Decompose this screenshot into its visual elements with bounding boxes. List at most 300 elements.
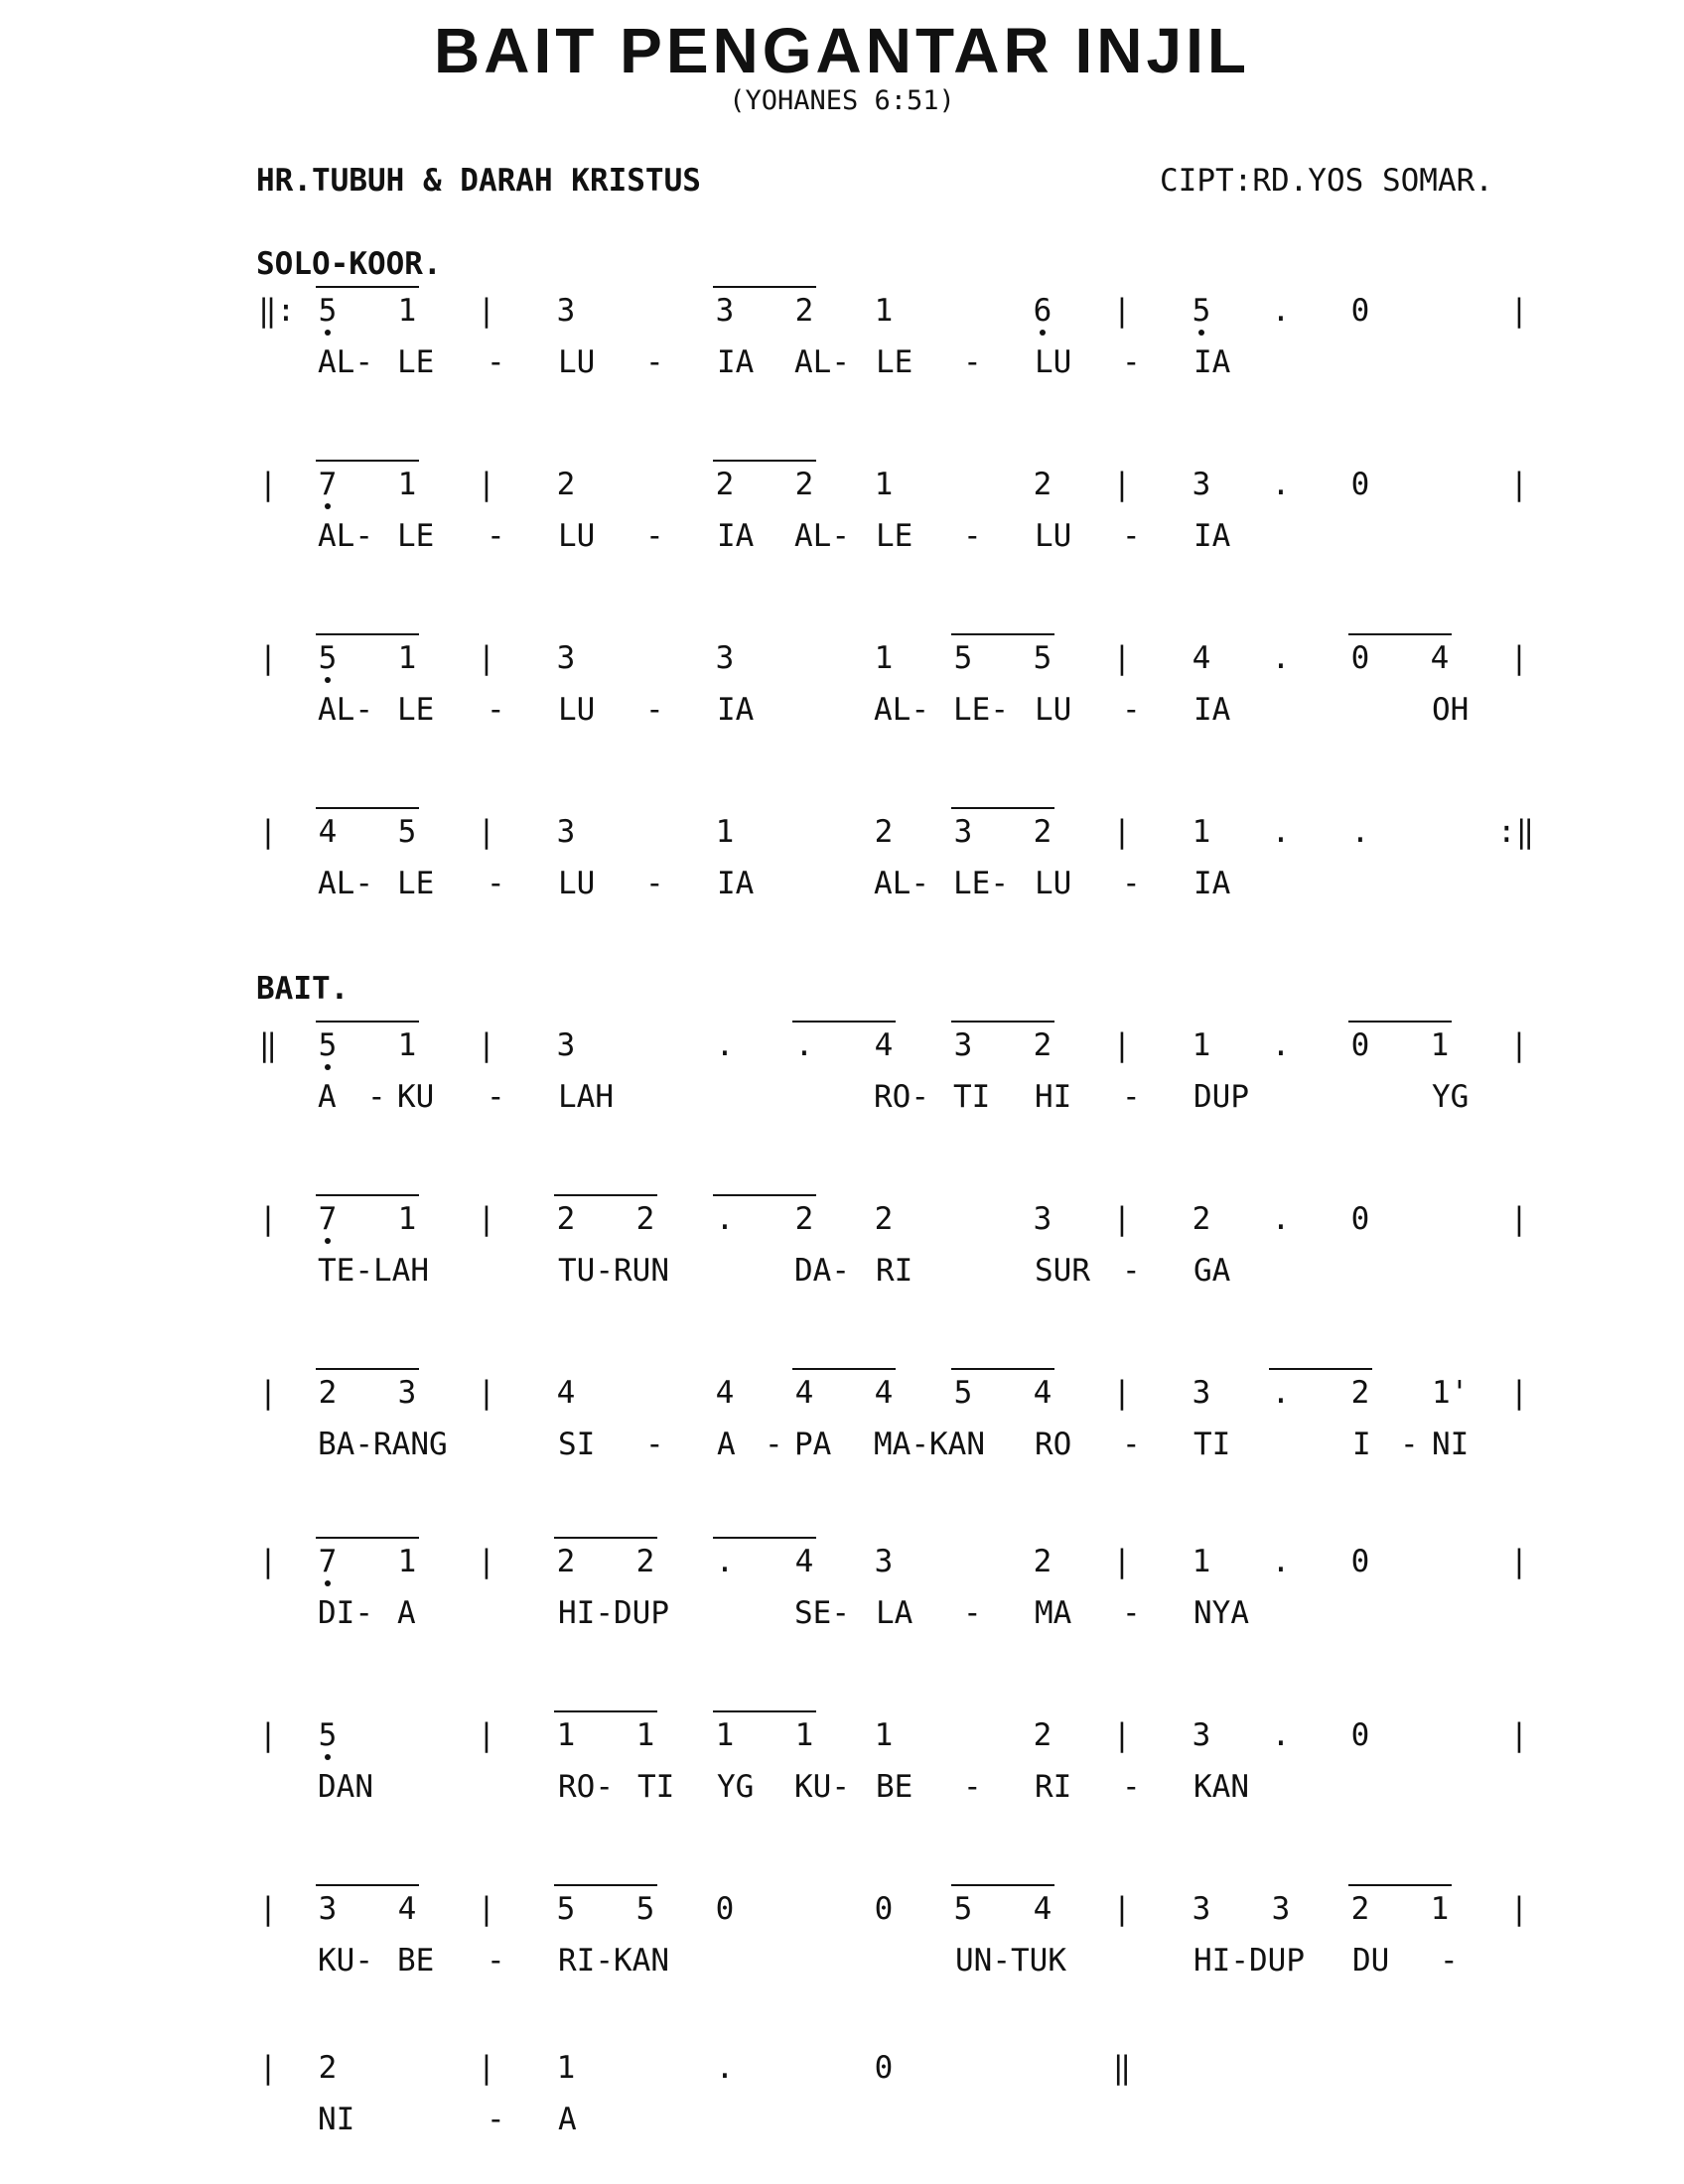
lyric-syllable: LU (1035, 692, 1072, 728)
lyric-syllable: LU (1035, 518, 1072, 554)
lyric-syllable: BE (876, 1769, 913, 1805)
lyric-syllable: DA- (794, 1253, 850, 1289)
beam-line (316, 633, 419, 635)
lyric-syllable: TU-RUN (558, 1253, 669, 1289)
note: 5 (635, 1891, 655, 1927)
barline: | (477, 467, 496, 502)
note: 1 (1430, 1891, 1450, 1927)
note: 4 (397, 1891, 417, 1927)
lyric-syllable: - (645, 866, 664, 901)
lower-octave-dot (325, 503, 331, 509)
lyric-syllable: - (963, 518, 982, 554)
lyric-syllable: A (558, 2102, 577, 2137)
note: 3 (1033, 1201, 1052, 1237)
note: 2 (794, 467, 814, 502)
note: 1 (874, 640, 894, 676)
lyric-syllable: KU (397, 1079, 435, 1115)
lower-octave-dot (325, 1064, 331, 1070)
lyric-syllable: LE (876, 344, 913, 380)
lyric-syllable: RO- (874, 1079, 929, 1115)
lyric-syllable: - (1122, 1079, 1141, 1115)
lyric-syllable: UN-TUK (955, 1943, 1066, 1979)
barline: | (1509, 1375, 1529, 1411)
barline: | (1112, 1201, 1132, 1237)
barline: | (1112, 293, 1132, 329)
barline: | (258, 1201, 278, 1237)
lyric-syllable: LE- (953, 866, 1009, 901)
note: 1 (715, 814, 735, 850)
barline: :‖ (1497, 814, 1535, 850)
note: 5 (953, 1891, 973, 1927)
note: 3 (1192, 467, 1211, 502)
note: . (794, 1027, 814, 1063)
note: 5 (556, 1891, 576, 1927)
lyric-syllable: - (487, 1079, 505, 1115)
lyric-syllable: IA (1193, 518, 1231, 554)
lyric-syllable: LAH (558, 1079, 614, 1115)
lyric-syllable: - (645, 692, 664, 728)
note: 3 (1192, 1891, 1211, 1927)
note: 1 (874, 467, 894, 502)
lyric-syllable: LU (558, 518, 596, 554)
barline: | (1112, 1891, 1132, 1927)
note: 7 (318, 467, 338, 502)
page-title: BAIT PENGANTAR INJIL (434, 15, 1250, 86)
note: 1 (397, 640, 417, 676)
note: 2 (1033, 1717, 1052, 1753)
note: . (1271, 1201, 1291, 1237)
beam-line (1269, 1368, 1372, 1370)
barline: | (258, 1375, 278, 1411)
barline: | (1112, 1717, 1132, 1753)
barline: | (1509, 467, 1529, 502)
note: 1 (397, 467, 417, 502)
note: 0 (1350, 1027, 1370, 1063)
note: 5 (318, 1717, 338, 1753)
note: 1 (556, 2050, 576, 2086)
lyric-syllable: GA (1193, 1253, 1231, 1289)
lyric-syllable: LU (1035, 866, 1072, 901)
lyric-syllable: AL- (874, 692, 929, 728)
beam-line (554, 1537, 657, 1539)
note: . (715, 1027, 735, 1063)
lyric-syllable: NI (318, 2102, 355, 2137)
barline: | (477, 1717, 496, 1753)
lyric-syllable: SUR (1035, 1253, 1090, 1289)
lyric-syllable: RI (1035, 1769, 1072, 1805)
note: 2 (318, 1375, 338, 1411)
lyric-syllable: - (963, 344, 982, 380)
lyric-syllable: - (1122, 1769, 1141, 1805)
note: 3 (1192, 1375, 1211, 1411)
note: 1 (1430, 1027, 1450, 1063)
note: 0 (1350, 467, 1370, 502)
note: 2 (318, 2050, 338, 2086)
barline: | (477, 2050, 496, 2086)
beam-line (951, 1368, 1054, 1370)
beam-line (1348, 633, 1452, 635)
note: 4 (794, 1375, 814, 1411)
note: 2 (1033, 814, 1052, 850)
beam-line (316, 1021, 419, 1023)
lyric-syllable: IA (717, 518, 755, 554)
lyric-syllable: - (487, 692, 505, 728)
beam-line (951, 633, 1054, 635)
lyric-syllable: - (1122, 1253, 1141, 1289)
lyric-syllable: HI (1035, 1079, 1072, 1115)
lyric-syllable: IA (717, 692, 755, 728)
lyric-syllable: YG (717, 1769, 755, 1805)
note: 2 (556, 1201, 576, 1237)
note: 2 (1350, 1891, 1370, 1927)
lyric-syllable: NI (1432, 1427, 1470, 1462)
note: 1 (874, 293, 894, 329)
note: 5 (953, 640, 973, 676)
barline: | (1112, 640, 1132, 676)
note: . (1271, 467, 1291, 502)
barline: | (1509, 1201, 1529, 1237)
note: 3 (1192, 1717, 1211, 1753)
beam-line (316, 807, 419, 809)
barline: | (1509, 293, 1529, 329)
note: 2 (1350, 1375, 1370, 1411)
note: 3 (318, 1891, 338, 1927)
note: 3 (953, 1027, 973, 1063)
lyric-syllable: IA (717, 344, 755, 380)
barline: ‖ (1112, 2050, 1132, 2086)
barline: | (258, 1544, 278, 1579)
occasion-label: HR.TUBUH & DARAH KRISTUS (256, 163, 701, 199)
note: 1 (397, 1544, 417, 1579)
note: 1 (874, 1717, 894, 1753)
note: 4 (1033, 1891, 1052, 1927)
note: 2 (794, 293, 814, 329)
barline: | (258, 640, 278, 676)
lyric-syllable: AL- (318, 692, 373, 728)
lyric-syllable: HI-DUP (1193, 1943, 1305, 1979)
lyric-syllable: LE (876, 518, 913, 554)
beam-line (316, 1368, 419, 1370)
lyric-syllable: KAN (1193, 1769, 1249, 1805)
lyric-syllable: LE (397, 344, 435, 380)
note: . (1271, 1375, 1291, 1411)
lyric-syllable: - (1440, 1943, 1459, 1979)
lyric-syllable: LE (397, 518, 435, 554)
note: 3 (715, 293, 735, 329)
lyric-syllable: - (1122, 866, 1141, 901)
lyric-syllable: BE (397, 1943, 435, 1979)
note: 1' (1432, 1375, 1470, 1411)
note: 2 (1033, 1027, 1052, 1063)
lower-octave-dot (325, 330, 331, 336)
lyric-syllable: - (963, 1769, 982, 1805)
lyric-syllable: - (487, 2102, 505, 2137)
lyric-syllable: I (1352, 1427, 1371, 1462)
note: . (1271, 814, 1291, 850)
barline: | (1112, 1375, 1132, 1411)
beam-line (316, 1537, 419, 1539)
note: 4 (1192, 640, 1211, 676)
lyric-syllable: - (487, 518, 505, 554)
beam-line (792, 1368, 896, 1370)
lyric-syllable: RI (876, 1253, 913, 1289)
note: . (1271, 1544, 1291, 1579)
lyric-syllable: RO (1035, 1427, 1072, 1462)
barline: | (477, 640, 496, 676)
beam-line (554, 1884, 657, 1886)
note: 2 (556, 467, 576, 502)
beam-line (713, 1710, 816, 1712)
barline: | (477, 814, 496, 850)
note: 4 (1430, 640, 1450, 676)
lyric-syllable: MA (1035, 1595, 1072, 1631)
note: 2 (635, 1544, 655, 1579)
note: 1 (715, 1717, 735, 1753)
lyric-syllable: TI (1193, 1427, 1231, 1462)
note: . (1271, 1717, 1291, 1753)
note: 3 (715, 640, 735, 676)
note: 5 (318, 293, 338, 329)
barline: | (1509, 1717, 1529, 1753)
note: 1 (397, 1201, 417, 1237)
barline: | (477, 1375, 496, 1411)
lyric-syllable: LE- (953, 692, 1009, 728)
section-refrain-label: SOLO-KOOR. (256, 246, 442, 282)
barline: | (1112, 1544, 1132, 1579)
lyric-syllable: - (487, 1943, 505, 1979)
note: . (1271, 640, 1291, 676)
note: 0 (1350, 1717, 1370, 1753)
lyric-syllable: DI- (318, 1595, 373, 1631)
note: 0 (1350, 1201, 1370, 1237)
lyric-syllable: RI-KAN (558, 1943, 669, 1979)
lyric-syllable: RO- (558, 1769, 614, 1805)
beam-line (1348, 1021, 1452, 1023)
lyric-syllable: LE (397, 866, 435, 901)
lyric-syllable: OH (1432, 692, 1470, 728)
lyric-syllable: AL- (874, 866, 929, 901)
lyric-syllable: - (1122, 1595, 1141, 1631)
note: . (1271, 293, 1291, 329)
note: 1 (556, 1717, 576, 1753)
beam-line (713, 1537, 816, 1539)
lyric-syllable: IA (1193, 692, 1231, 728)
note: 1 (1192, 1027, 1211, 1063)
lyric-syllable: AL- (794, 518, 850, 554)
barline: | (1112, 467, 1132, 502)
note: 2 (794, 1201, 814, 1237)
lower-octave-dot (325, 1238, 331, 1244)
note: 1 (794, 1717, 814, 1753)
beam-line (792, 1021, 896, 1023)
lower-octave-dot (325, 1580, 331, 1586)
note: 4 (1033, 1375, 1052, 1411)
note: 1 (1192, 1544, 1211, 1579)
barline: | (1509, 640, 1529, 676)
lyric-syllable: SI (558, 1427, 596, 1462)
beam-line (316, 1884, 419, 1886)
note: 2 (1192, 1201, 1211, 1237)
lyric-syllable: - (1122, 1427, 1141, 1462)
barline: | (258, 1717, 278, 1753)
barline: | (477, 1027, 496, 1063)
lyric-syllable: NYA (1193, 1595, 1249, 1631)
note: 3 (556, 293, 576, 329)
lower-octave-dot (1198, 330, 1204, 336)
note: 7 (318, 1544, 338, 1579)
lyric-syllable: - (1122, 344, 1141, 380)
barline: | (258, 2050, 278, 2086)
composer-label: CIPT:RD.YOS SOMAR. (1160, 163, 1493, 199)
barline: | (1509, 1891, 1529, 1927)
lyric-syllable: - (367, 1079, 386, 1115)
lower-octave-dot (1040, 330, 1046, 336)
note: . (1350, 814, 1370, 850)
lyric-syllable: YG (1432, 1079, 1470, 1115)
lyric-syllable: MA-KAN (874, 1427, 985, 1462)
lyric-syllable: A (717, 1427, 736, 1462)
barline: ‖ (258, 1027, 278, 1063)
note: 4 (715, 1375, 735, 1411)
lyric-syllable: - (765, 1427, 783, 1462)
barline: | (1509, 1027, 1529, 1063)
note: . (715, 2050, 735, 2086)
lyric-syllable: - (487, 344, 505, 380)
beam-line (951, 1021, 1054, 1023)
note: 2 (874, 814, 894, 850)
beam-line (316, 460, 419, 462)
note: 3 (556, 1027, 576, 1063)
beam-line (316, 286, 419, 288)
note: 2 (556, 1544, 576, 1579)
beam-line (713, 460, 816, 462)
beam-line (554, 1194, 657, 1196)
note: 4 (874, 1027, 894, 1063)
note: . (1271, 1027, 1291, 1063)
beam-line (951, 1884, 1054, 1886)
note: 3 (1271, 1891, 1291, 1927)
barline: | (477, 1544, 496, 1579)
note: 3 (874, 1544, 894, 1579)
lyric-syllable: DAN (318, 1769, 373, 1805)
note: 4 (794, 1544, 814, 1579)
barline: | (477, 293, 496, 329)
barline: | (258, 1891, 278, 1927)
lyric-syllable: - (1122, 692, 1141, 728)
beam-line (713, 1194, 816, 1196)
note: 4 (556, 1375, 576, 1411)
lyric-syllable: - (963, 1595, 982, 1631)
note: 3 (953, 814, 973, 850)
lyric-syllable: AL- (318, 344, 373, 380)
lyric-syllable: KU- (794, 1769, 850, 1805)
note: 3 (397, 1375, 417, 1411)
section-verse-label: BAIT. (256, 971, 350, 1007)
note: 2 (1033, 1544, 1052, 1579)
note: 5 (318, 1027, 338, 1063)
note: 5 (318, 640, 338, 676)
barline: | (258, 467, 278, 502)
lyric-syllable: KU- (318, 1943, 373, 1979)
lyric-syllable: LU (1035, 344, 1072, 380)
note: 0 (874, 1891, 894, 1927)
lower-octave-dot (325, 677, 331, 683)
note: 0 (1350, 293, 1370, 329)
scripture-reference: (YOHANES 6:51) (729, 85, 955, 116)
beam-line (554, 1710, 657, 1712)
lyric-syllable: IA (1193, 866, 1231, 901)
note: 0 (874, 2050, 894, 2086)
note: 3 (556, 640, 576, 676)
lyric-syllable: LU (558, 344, 596, 380)
lyric-syllable: A (397, 1595, 416, 1631)
lyric-syllable: IA (1193, 344, 1231, 380)
lyric-syllable: DU (1352, 1943, 1390, 1979)
lyric-syllable: PA (794, 1427, 832, 1462)
note: 0 (1350, 1544, 1370, 1579)
note: 2 (715, 467, 735, 502)
note: 5 (1192, 293, 1211, 329)
note: 6 (1033, 293, 1052, 329)
lyric-syllable: BA-RANG (318, 1427, 448, 1462)
beam-line (1348, 1884, 1452, 1886)
note: 4 (874, 1375, 894, 1411)
lyric-syllable: SE- (794, 1595, 850, 1631)
note: 5 (1033, 640, 1052, 676)
barline: | (477, 1201, 496, 1237)
note: 2 (1033, 467, 1052, 502)
beam-line (951, 807, 1054, 809)
lyric-syllable: TI (637, 1769, 675, 1805)
note: 5 (953, 1375, 973, 1411)
lyric-syllable: TE-LAH (318, 1253, 429, 1289)
note: . (715, 1201, 735, 1237)
note: 7 (318, 1201, 338, 1237)
note: 2 (635, 1201, 655, 1237)
lyric-syllable: HI-DUP (558, 1595, 669, 1631)
lyric-syllable: AL- (794, 344, 850, 380)
lyric-syllable: AL- (318, 518, 373, 554)
barline: | (1509, 1544, 1529, 1579)
lyric-syllable: - (645, 344, 664, 380)
lyric-syllable: - (487, 866, 505, 901)
note: 4 (318, 814, 338, 850)
lyric-syllable: DUP (1193, 1079, 1249, 1115)
barline: | (477, 1891, 496, 1927)
lyric-syllable: A (318, 1079, 337, 1115)
lyric-syllable: - (645, 518, 664, 554)
note: 2 (874, 1201, 894, 1237)
lyric-syllable: IA (717, 866, 755, 901)
lyric-syllable: - (1122, 518, 1141, 554)
note: 5 (397, 814, 417, 850)
lower-octave-dot (325, 1754, 331, 1760)
barline: | (1112, 1027, 1132, 1063)
beam-line (713, 286, 816, 288)
lyric-syllable: TI (953, 1079, 991, 1115)
note: 0 (715, 1891, 735, 1927)
barline: ‖: (258, 293, 296, 329)
barline: | (1112, 814, 1132, 850)
note: 1 (397, 293, 417, 329)
note: 1 (1192, 814, 1211, 850)
note: 3 (556, 814, 576, 850)
lyric-syllable: LE (397, 692, 435, 728)
lyric-syllable: LU (558, 692, 596, 728)
lyric-syllable: LU (558, 866, 596, 901)
note: 1 (397, 1027, 417, 1063)
barline: | (258, 814, 278, 850)
